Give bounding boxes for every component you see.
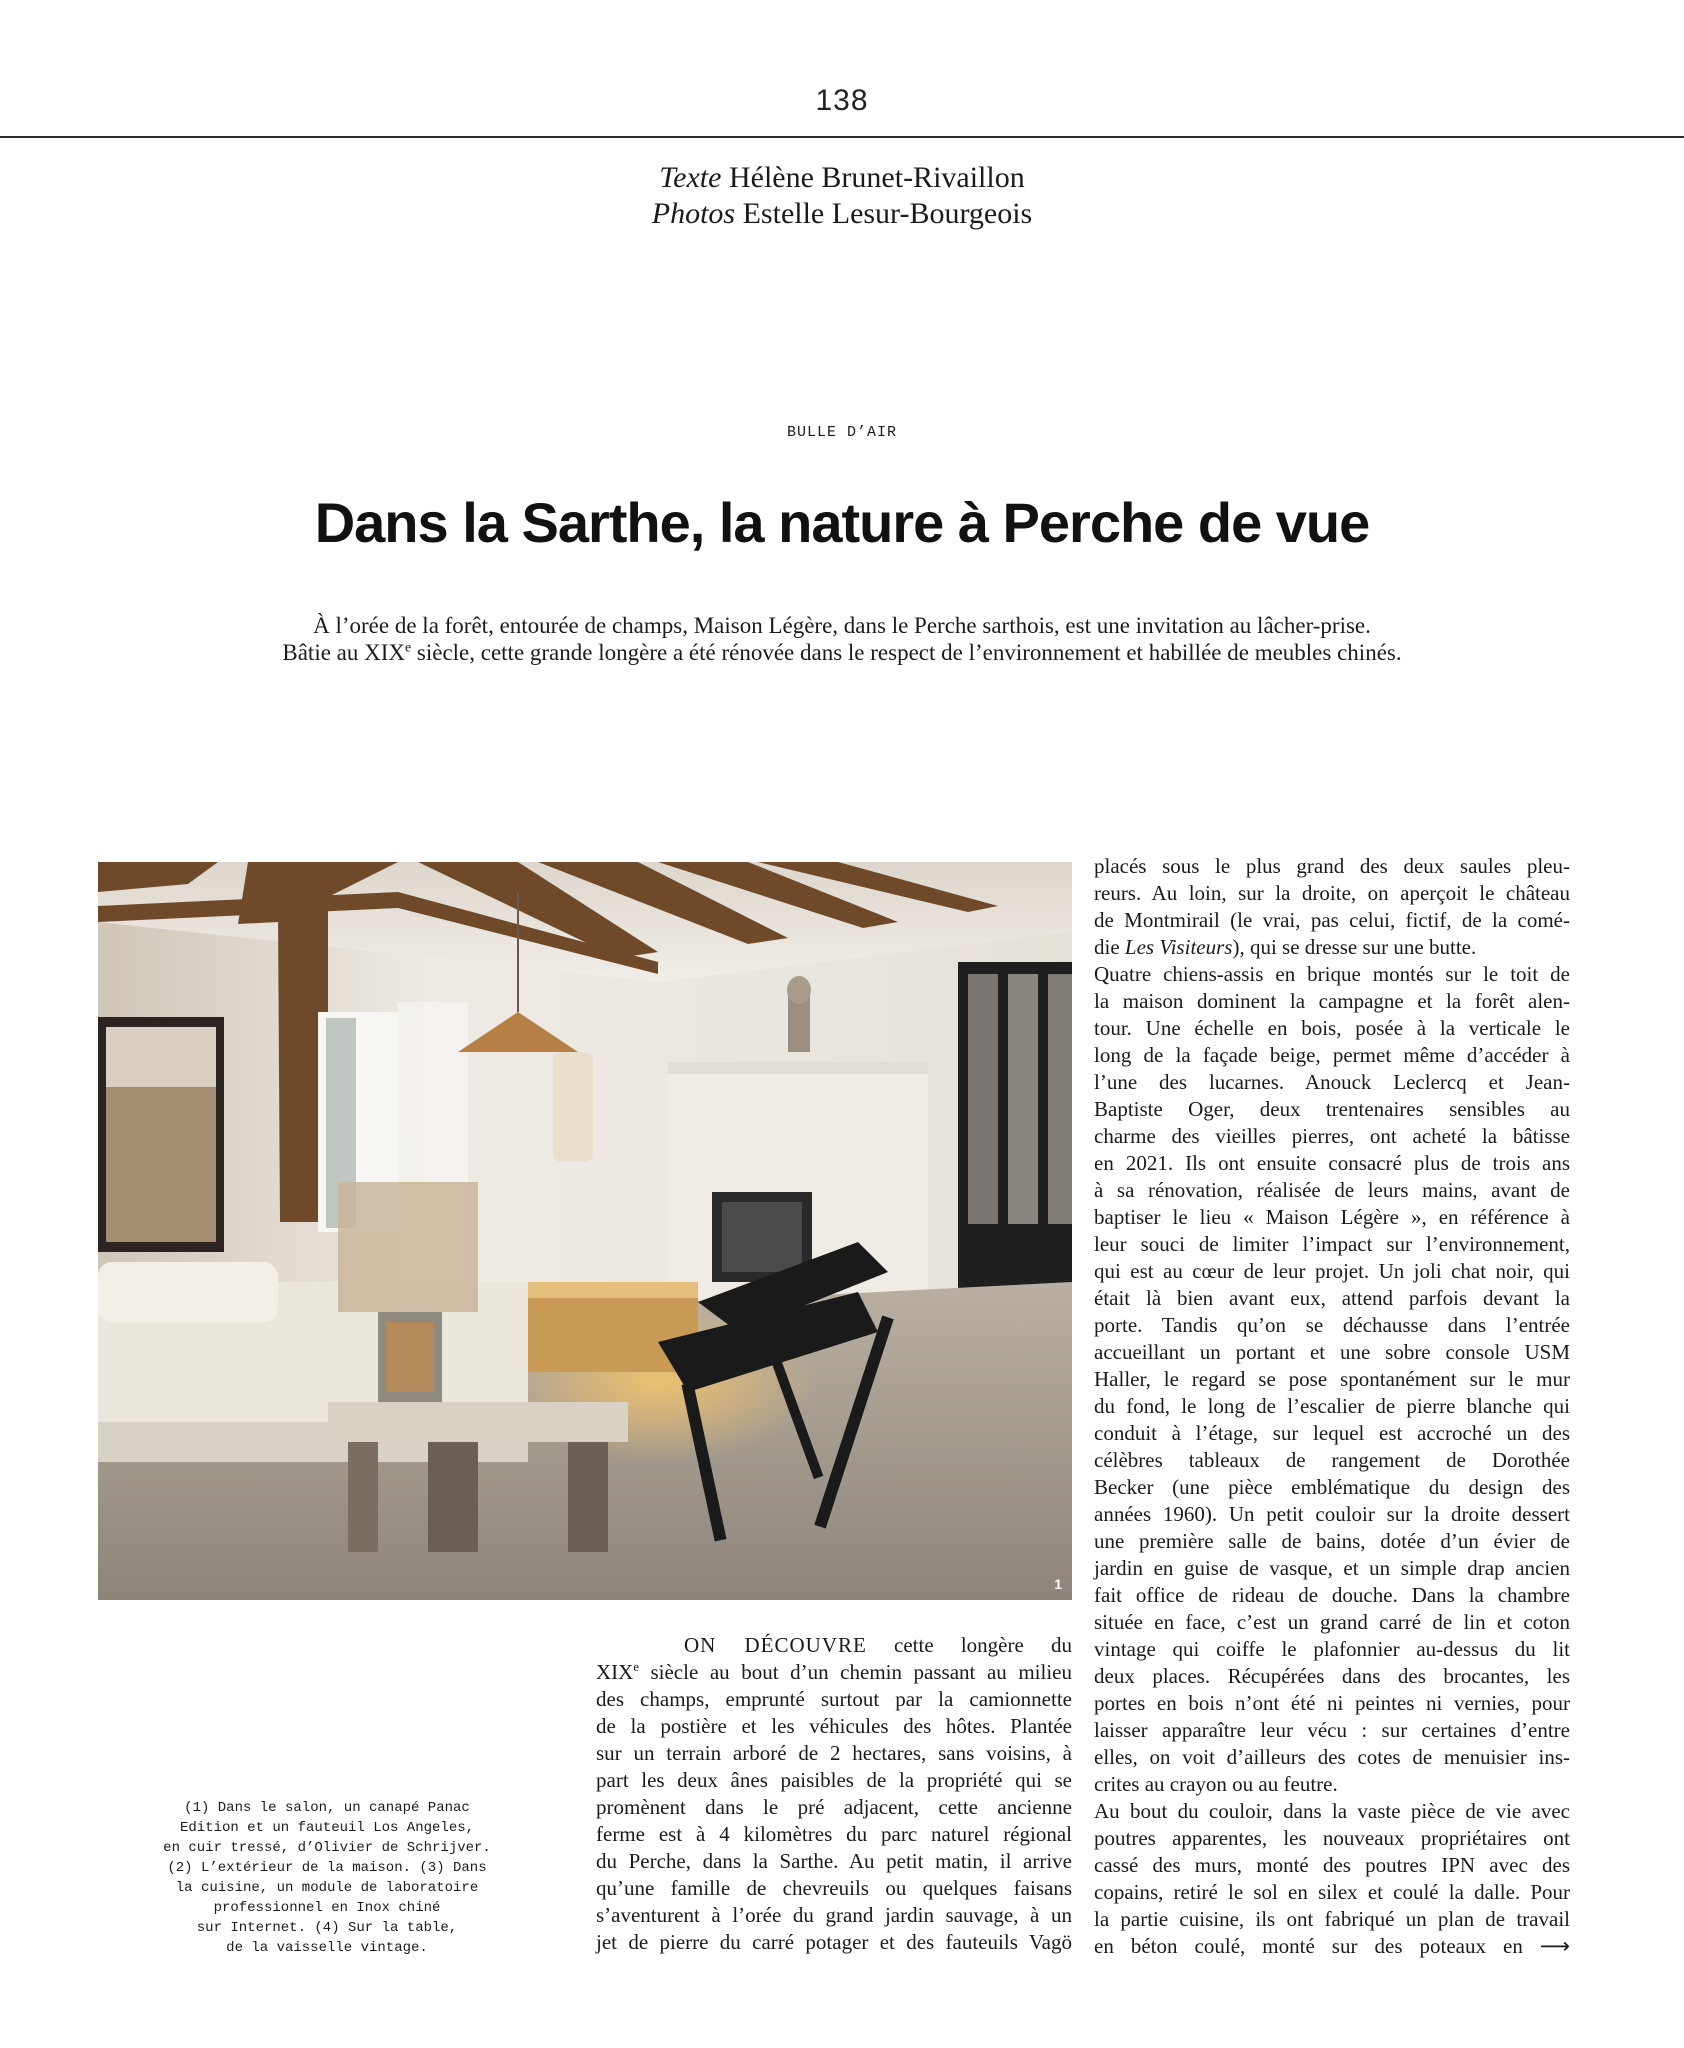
body-line: reurs. Au loin, sur la droite, on aperçoit le château xyxy=(1094,881,1570,905)
continue-arrow-icon: ⟶ xyxy=(1539,1934,1570,1958)
body-line: Au bout du couloir, dans la vaste pièce de vie avec xyxy=(1094,1799,1570,1823)
body-line: deux places. Récupérées dans des brocantes, les xyxy=(1094,1664,1570,1688)
body-column-middle xyxy=(596,1632,1072,1956)
body-line: Becker (une pièce emblématique du design des xyxy=(1094,1475,1570,1499)
text-credit xyxy=(0,160,1684,196)
photo-credit-author: Estelle Lesur-Bourgeois xyxy=(742,197,1033,230)
body-line: qu’une famille de chevreuils ou quelques faisans xyxy=(596,1876,1072,1900)
body-line: célèbres tableaux de rangement de Dorothée xyxy=(1094,1448,1570,1472)
photo-number: 1 xyxy=(1054,1576,1062,1592)
body-line: ferme est à 4 kilomètres du parc naturel régional xyxy=(596,1822,1072,1846)
body-line: s’aventurent à l’orée du grand jardin sauvage, à un xyxy=(596,1903,1072,1927)
photo-credit xyxy=(0,196,1684,232)
body-line xyxy=(596,1659,1072,1686)
body-column-right xyxy=(1094,853,1570,1960)
standfirst-line-2 xyxy=(0,639,1684,666)
standfirst-line-1: À l’orée de la forêt, entourée de champs, Maison Légère, dans le Perche sarthois, est une invitation au lâcher-prise. xyxy=(313,613,1371,638)
body-line: années 1960). Un petit couloir sur la droite dessert xyxy=(1094,1502,1570,1526)
body-line: poutres apparentes, les nouveaux propriétaires ont xyxy=(1094,1826,1570,1850)
body-line xyxy=(1094,1933,1570,1960)
caption-line: la cuisine, un module de laboratoire xyxy=(175,1880,479,1896)
caption-line: de la vaisselle vintage. xyxy=(226,1940,428,1956)
standfirst xyxy=(0,612,1684,666)
body-line: placés sous le plus grand des deux saules pleu- xyxy=(1094,854,1570,878)
body-line: la partie cuisine, ils ont fabriqué un plan de travail xyxy=(1094,1907,1570,1931)
body-line: jet de pierre du carré potager et des fauteuils Vagö xyxy=(596,1930,1072,1954)
body-line: de Montmirail (le vrai, pas celui, fictif, de la comé- xyxy=(1094,908,1570,932)
body-line: leur souci de limiter l’impact sur l’environnement, xyxy=(1094,1232,1570,1256)
body-line: à sa rénovation, réalisée de leurs mains, avant de xyxy=(1094,1178,1570,1202)
body-line: la maison dominent la campagne et la forêt alen- xyxy=(1094,989,1570,1013)
lead-in-rest: cette longère du xyxy=(866,1633,1072,1657)
body-line: vintage qui coiffe le plafonnier au-dessus du lit xyxy=(1094,1637,1570,1661)
body-text: en béton coulé, monté sur des poteaux en xyxy=(1094,1934,1523,1958)
film-title: Les Visiteurs xyxy=(1124,935,1233,959)
body-line: long de la façade beige, permet même d’accéder à xyxy=(1094,1043,1570,1067)
body-line: conduit à l’étage, sur lequel est accroché un des xyxy=(1094,1421,1570,1445)
standfirst-text: siècle, cette grande longère a été rénovée dans le respect de l’environnement et habillée de meubles chinés. xyxy=(411,640,1402,665)
body-text: ), qui se dresse sur une butte. xyxy=(1232,935,1477,959)
text-credit-label: Texte xyxy=(659,161,722,194)
section-rubric: BULLE D’AIR xyxy=(786,424,898,441)
photo-credit-label: Photos xyxy=(651,197,736,230)
body-line: de la postière et les véhicules des hôtes. Plantée xyxy=(596,1714,1072,1738)
body-line: qui est au cœur de leur projet. Un joli chat noir, qui xyxy=(1094,1259,1570,1283)
body-lines xyxy=(1094,853,1570,934)
body-line: elles, on voit d’ailleurs des cotes de menuisier ins- xyxy=(1094,1745,1570,1769)
century-superscript: e xyxy=(633,1660,639,1674)
text-credit-author: Hélène Brunet-Rivaillon xyxy=(728,161,1025,194)
photo-caption xyxy=(140,1798,514,1958)
body-lines xyxy=(1094,961,1570,1933)
body-line: Haller, le regard se pose spontanément sur le mur xyxy=(1094,1367,1570,1391)
body-line: crites au crayon ou au feutre. xyxy=(1094,1772,1338,1796)
body-line: était là bien avant eux, attend parfois devant la xyxy=(1094,1286,1570,1310)
living-room-illustration xyxy=(98,862,1072,1600)
page-number: 138 xyxy=(815,84,869,117)
living-room-photo xyxy=(98,862,1072,1600)
body-line: du fond, le long de l’escalier de pierre blanche qui xyxy=(1094,1394,1570,1418)
body-line: des champs, emprunté surtout par la camionnette xyxy=(596,1687,1072,1711)
credits xyxy=(0,160,1684,232)
body-line: porte. Tandis qu’on se déchausse dans l’entrée xyxy=(1094,1313,1570,1337)
lead-in-caps: ON DÉCOUVRE xyxy=(684,1633,867,1657)
body-text: die xyxy=(1094,935,1125,959)
body-line: jardin en guise de vasque, et un simple drap ancien xyxy=(1094,1556,1570,1580)
body-lines xyxy=(596,1686,1072,1956)
lead-line xyxy=(596,1632,1072,1659)
body-line: cassé des murs, monté des poutres IPN avec des xyxy=(1094,1853,1570,1877)
body-line: située en face, c’est un grand carré de lin et coton xyxy=(1094,1610,1570,1634)
body-line: Baptiste Oger, deux trentenaires sensibles au xyxy=(1094,1097,1570,1121)
header-divider xyxy=(0,136,1684,138)
headline: Dans la Sarthe, la nature à Perche de vue xyxy=(314,491,1370,554)
body-line: portes en bois n’ont été ni peintes ni vernies, pour xyxy=(1094,1691,1570,1715)
body-line: copains, retiré le sol en silex et coulé la dalle. Pour xyxy=(1094,1880,1570,1904)
standfirst-text: Bâtie au XIX xyxy=(282,640,406,665)
body-line: laisser apparaître leur vécu : sur certaines d’entre xyxy=(1094,1718,1570,1742)
caption-line: professionnel en Inox chiné xyxy=(213,1900,441,1916)
body-line: du Perche, dans la Sarthe. Au petit matin, il arrive xyxy=(596,1849,1072,1873)
body-line: accueillant un portant et une sobre console USM xyxy=(1094,1340,1570,1364)
body-line: en 2021. Ils ont ensuite consacré plus de trois ans xyxy=(1094,1151,1570,1175)
body-line: fait office de rideau de douche. Dans la chambre xyxy=(1094,1583,1570,1607)
body-line: Quatre chiens-assis en brique montés sur le toit de xyxy=(1094,962,1570,986)
body-text: XIX xyxy=(596,1660,634,1684)
body-line: baptiser le lieu « Maison Légère », en référence à xyxy=(1094,1205,1570,1229)
caption-line: sur Internet. (4) Sur la table, xyxy=(196,1920,458,1936)
caption-line: Edition et un fauteuil Los Angeles, xyxy=(179,1820,475,1836)
body-text: siècle au bout d’un chemin passant au milieu xyxy=(638,1660,1072,1684)
body-line: tour. Une échelle en bois, posée à la verticale le xyxy=(1094,1016,1570,1040)
body-line: une première salle de bains, dotée d’un évier de xyxy=(1094,1529,1570,1553)
caption-line: (2) L’extérieur de la maison. (3) Dans xyxy=(167,1860,487,1876)
body-line xyxy=(1094,934,1570,961)
body-line: sur un terrain arboré de 2 hectares, sans voisins, à xyxy=(596,1741,1072,1765)
century-superscript: e xyxy=(405,639,412,655)
caption-line: (1) Dans le salon, un canapé Panac xyxy=(184,1800,470,1816)
body-line: promènent dans le pré adjacent, cette ancienne xyxy=(596,1795,1072,1819)
body-line: charme des vieilles pierres, ont acheté la bâtisse xyxy=(1094,1124,1570,1148)
body-line: l’une des lucarnes. Anouck Leclercq et Jean- xyxy=(1094,1070,1570,1094)
body-line: part les deux ânes paisibles de la propriété qui se xyxy=(596,1768,1072,1792)
caption-line: en cuir tressé, d’Olivier de Schrijver. xyxy=(163,1840,491,1856)
